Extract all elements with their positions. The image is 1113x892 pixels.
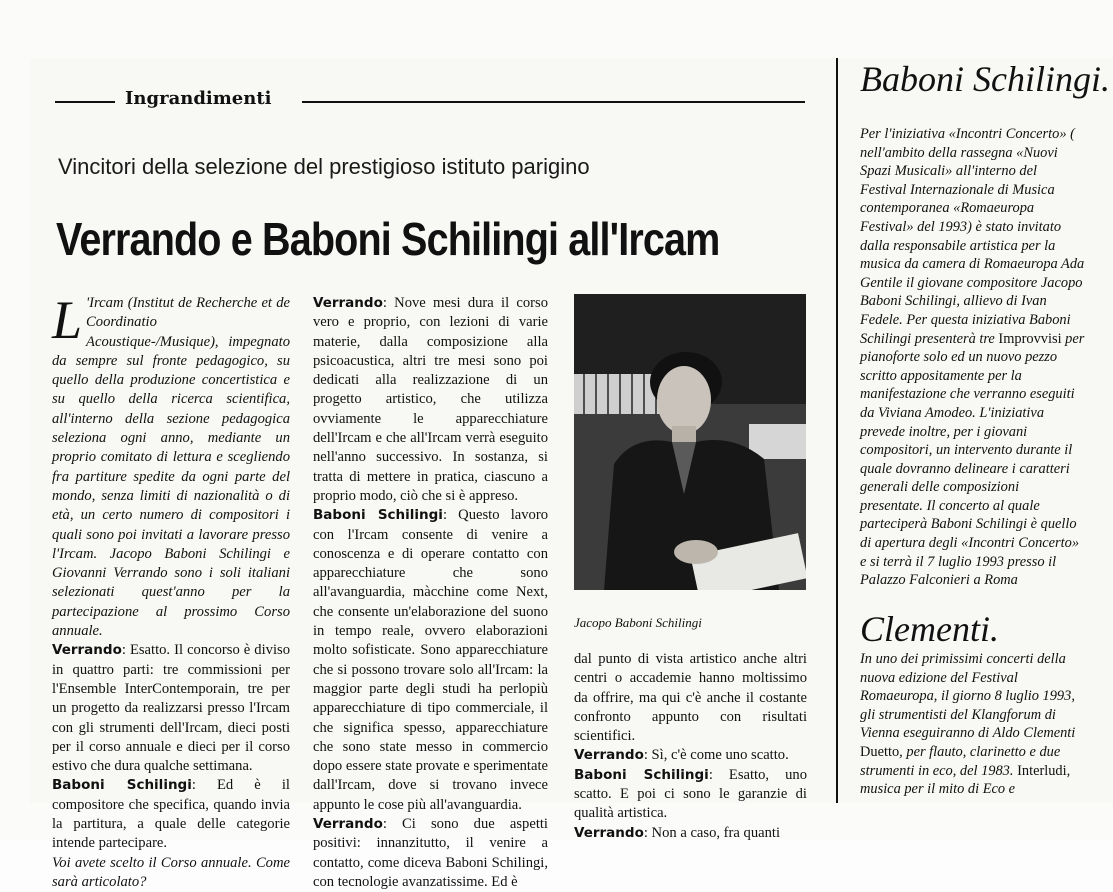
answer-text: : Ed è il compositore che specifica, quando invia la partitura, a quale delle categorie intende partecipare. xyxy=(52,777,290,852)
sidebar-text xyxy=(860,125,1085,590)
answer-text: : Esatto, uno scatto. E poi ci sono le garanzie di qualità artistica. xyxy=(574,766,807,822)
article-column-2 xyxy=(313,294,548,892)
section-rule-left xyxy=(55,101,115,103)
article-column-1 xyxy=(52,290,290,892)
portrait-illustration xyxy=(574,294,806,590)
answer-paragraph xyxy=(313,815,548,892)
intro-text: 'Ircam (Institut de Recherche et de Coordinatio Acoustique-/Musique), impegnato da sempre sul fronte pedagogico, su quello della produzione concertistica e su quello della ricerca scientifica, all'interno della sezione pedagogica seleziona ogni anno, mediante un proprio comitato di lettura e scegliendo fra partiture spedite da ogni parte del mondo, senza limiti di nazionalità o di età, un certo numero di compositori i quali sono poi invitati a lavorare presso l'Ircam. Jacopo Baboni Schilingi e Giovanni Verrando sono i soli italiani selezionati quest'anno per la partecipazione al prossimo Corso annuale. xyxy=(52,295,290,640)
answer-text: : Questo lavoro con l'Ircam consente di venire a conoscenza e di operare contatto con apparecchiature che sono all'avanguardia, màcchine come Next, che consente un'elaborazione del suono in tempo reale, ovvero elaborazioni molto sofisticate. Sono apparecchiature che si possono trovare solo all'Ircam: la maggior parte degli studi ha perlopiù apparecchiature di tipo commerciale, il che significa spesso, apparecchiature che sono state messo in commercio dopo essere state provate e sperimentate dall'Ircam, dove si trovano invece appunto le cose più all'avanguardia. xyxy=(313,507,548,813)
answer-paragraph xyxy=(313,506,548,815)
answer-text: : Ci sono due aspetti positivi: innanzitutto, il venire a contatto, come diceva Baboni Schilingi, con tecnologie avanzatissime. Ed è xyxy=(313,816,548,890)
speaker-name: Verrando xyxy=(574,747,644,764)
speaker-name: Verrando xyxy=(52,642,122,659)
work-title: Interludi xyxy=(1017,762,1067,779)
question-text: Voi avete scelto il Corso annuale. Come sarà articolato? xyxy=(52,854,290,890)
continued-paragraph: dal punto di vista artistico anche altri centri o accademie hanno moltissimo da offrire, ma qui c'è anche il costante confronto appunto con risultati scientifici. xyxy=(574,651,807,745)
article-subtitle: Vincitori della selezione del prestigioso istituto parigino xyxy=(58,154,590,179)
speaker-name: Verrando xyxy=(313,295,383,311)
sidebar-item-clementi xyxy=(860,650,1085,799)
article-title: Verrando e Baboni Schilingi all'Ircam xyxy=(56,213,720,265)
section-label: Ingrandimenti xyxy=(125,88,272,109)
column-divider xyxy=(836,58,838,803)
sidebar-text-part: Per l'iniziativa «Incontri Concerto» ( nell'ambito della rassegna «Nuovi Spazi Musicali» all'interno del Festival Internazionale di Musica contemporanea «Romaeuropa Festival» del 1993) è stato invitato dalla responsabile artistica per la musica da camera di Romaeuropa Ada Gentile il giovane compositore Jacopo Baboni Schilingi, allievo di Ivan Fedele. Per questa iniziativa Baboni Schilingi presenterà tre xyxy=(860,126,1085,347)
speaker-name: Verrando xyxy=(574,824,644,841)
sidebar-heading-clementi: Clementi. xyxy=(860,609,999,649)
sidebar-heading-baboni: Baboni Schilingi. xyxy=(860,59,1110,99)
work-title: Duetto xyxy=(860,743,900,760)
portrait-photo xyxy=(574,294,806,590)
answer-text: : Non a caso, fra quanti xyxy=(643,824,781,841)
answer-paragraph xyxy=(574,824,807,843)
sidebar-text-part: , per flauto, clarinetto e due strumenti in eco, del 1983. xyxy=(860,743,1061,779)
photo-caption: Jacopo Baboni Schilingi xyxy=(574,615,702,630)
answer-paragraph xyxy=(313,294,548,506)
answer-text: : Nove mesi dura il corso vero e proprio, con lezioni di varie materie, dalla composizione alla psicoacustica, altri tre mesi sono poi dedicati alla realizzazione di un progetto artistico, che utilizza ovviamente le apparecchiature dell'Ircam e che all'Ircam verrà eseguito nell'anno successivo. In sostanza, si tratta di mettere in pratica, ciascuno a proprio modo, ciò che si è appreso. xyxy=(313,295,548,504)
article-column-3 xyxy=(574,650,807,843)
speaker-name: Baboni Schilingi xyxy=(313,507,443,524)
speaker-name: Baboni Schilingi xyxy=(574,766,709,783)
section-rule-right xyxy=(302,101,805,103)
sidebar-text xyxy=(860,650,1085,799)
drop-cap: L xyxy=(52,290,83,350)
answer-text: : Esatto. Il concorso è diviso in quattro parti: tre commissioni per l'Ensemble InterContemporain, tre per un progetto da realizzarsi presso l'Ircam con gli strumenti dell'Ircam, dieci posti per il corso annuale e dieci per il corso estivo che dura qualche settimana. xyxy=(52,642,290,775)
sidebar-item-baboni xyxy=(860,125,1085,590)
sidebar-text-part: , musica per il mito di Eco e xyxy=(860,762,1071,798)
answer-paragraph xyxy=(52,776,290,853)
sidebar-text-part: per pianoforte solo ed un nuovo pezzo scritto appositamente per la manifestazione che verranno eseguiti da Viviana Amodeo. L'iniziativa prevede inoltre, per i giovani compositori, un intervento durante il quale dovranno delineare i caratteri generali delle composizioni presentate. Il concerto al quale parteciperà Baboni Schilingi è quello di apertura degli «Incontri Concerto» e si terrà il 7 luglio 1993 presso il Palazzo Falconieri a Roma xyxy=(860,330,1085,589)
sidebar-text-part: In uno dei primissimi concerti della nuova edizione del Festival Romaeuropa, il giorno 8 luglio 1993, gli strumentisti del Klangforum di Vienna eseguiranno di Aldo Clementi xyxy=(860,651,1076,742)
intro-paragraph xyxy=(52,290,290,641)
answer-paragraph xyxy=(574,766,807,824)
work-title: Improvvisi xyxy=(998,330,1062,347)
speaker-name: Verrando xyxy=(313,816,383,833)
answer-paragraph xyxy=(52,641,290,776)
answer-text: : Sì, c'è come uno scatto. xyxy=(643,747,789,764)
answer-paragraph xyxy=(574,746,807,765)
speaker-name: Baboni Schilingi xyxy=(52,777,192,794)
